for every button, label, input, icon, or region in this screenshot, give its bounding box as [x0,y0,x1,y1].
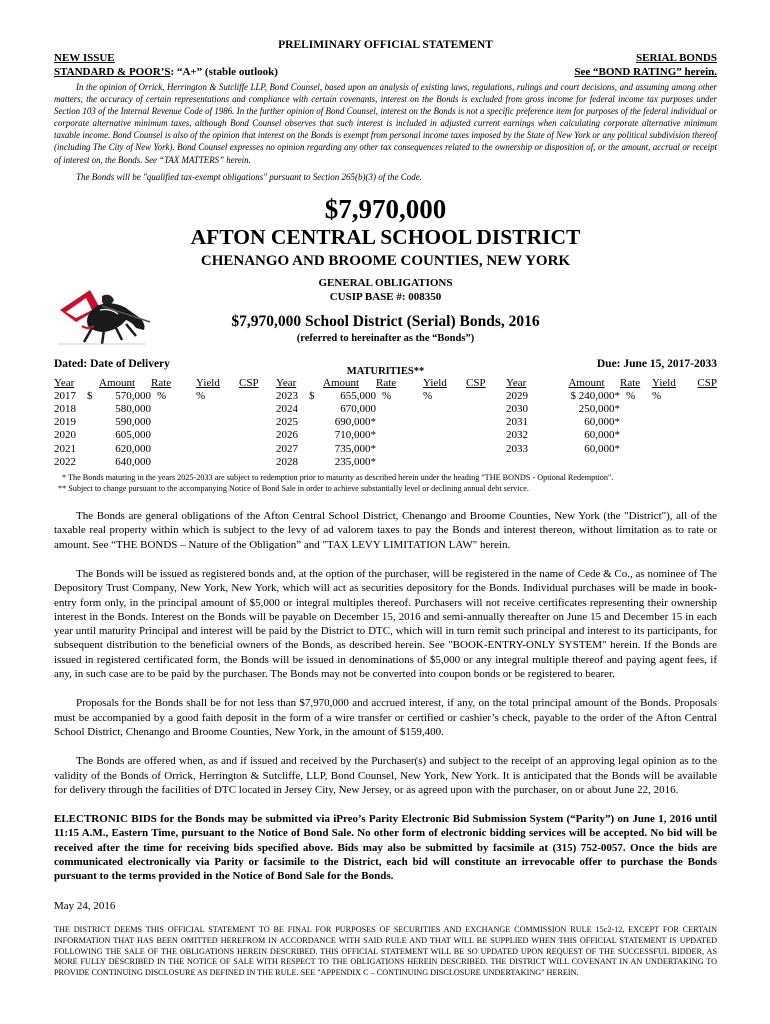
maturity-rate [151,456,196,469]
maturity-dollar [309,456,323,469]
maturity-amount: 735,000* [334,442,376,455]
col-header-rate: Rate [376,376,397,389]
body-text [54,509,717,913]
maturity-year: 2030 [506,403,528,416]
maturity-year: 2017 [54,389,76,402]
maturity-rate [376,416,423,429]
maturity-dollar [87,456,99,469]
maturities-footnote-2: ** Subject to change pursuant to the accompanying Notice of Bond Sale in order to achieve substantially level or declining annual debt service. [58,484,529,494]
maturity-rate [620,416,652,429]
maturity-amount: 670,000 [340,403,376,416]
maturity-yield: % [196,389,206,402]
maturity-rate [151,443,196,456]
col-header-year: Year [54,376,75,389]
maturity-amount: 605,000 [115,429,151,442]
maturity-yield [196,456,239,469]
maturity-dollar [87,429,99,442]
maturity-year: 2031 [506,416,528,429]
maturity-amount: 250,000* [578,403,620,416]
maturity-yield [652,403,696,416]
header-row-1 [54,52,717,65]
maturities-footnote-1: * The Bonds maturing in the years 2025-2033 are subject to redemption prior to maturity as described herein under the heading "THE BONDS - Optional Redemption". [62,473,614,483]
maturity-rate: % [382,389,392,402]
maturity-year: 2021 [54,442,76,455]
due-label: Due: June 15, 2017-2033 [596,357,717,370]
maturity-row [54,403,717,416]
offering-amount: $7,970,000 [324,193,447,224]
maturity-rate: % [626,389,636,402]
col-header-csp: CSP [466,376,486,389]
maturity-rate: % [157,389,167,402]
serial-bonds-label: SERIAL BONDS [635,52,717,64]
paragraph-obligation: The Bonds are general obligations of the Afton Central School District, Chenango and Broome Counties, New York (the "District"), all of the taxable real property within which is subject to the levy of ad valorem taxes to pay the Bonds and interest thereon, without limitation as to rate or amount. See “THE BONDS – Nature of the Obligation” and "TAX LEVY LIMITATION LAW" herein. [54,510,717,551]
col-header-rate: Rate [620,376,641,389]
col-header-rate: Rate [151,376,172,389]
col-header-amount: Amount [568,376,605,389]
maturity-yield [423,416,466,429]
maturity-amount: 690,000* [334,416,376,429]
maturity-row [54,429,717,442]
maturity-dollar [87,443,99,456]
maturities-title: MATURITIES** [346,365,425,377]
maturity-year: 2029 [506,389,528,402]
maturity-amount: 655,000 [340,389,376,402]
col-header-csp: CSP [697,376,717,389]
maturity-dollar: $ [87,389,93,402]
col-header-csp: CSP [239,376,259,389]
referred-note: (referred to hereinafter as the “Bonds”) [296,332,475,344]
maturity-rate [151,416,196,429]
maturity-yield: % [652,389,662,402]
maturity-amount: 570,000 [115,389,151,402]
maturity-yield [652,416,696,429]
maturity-yield [423,429,466,442]
document-title: PRELIMINARY OFFICIAL STATEMENT [278,39,493,51]
maturity-yield [196,429,239,442]
maturity-amount: 590,000 [115,416,151,429]
maturity-dollar [309,416,323,429]
rating-line [54,65,278,79]
maturity-rate [376,429,423,442]
issuer-name: AFTON CENTRAL SCHOOL DISTRICT [190,224,581,249]
series-block [54,272,717,356]
maturity-amount: 235,000* [334,455,376,468]
knight-horse-logo-icon [56,288,152,350]
maturity-year: 2020 [54,429,76,442]
maturity-year: 2024 [276,403,298,416]
maturities-table [54,377,717,469]
col-header-yield: Yield [196,376,220,389]
maturity-rate [376,443,423,456]
maturity-row [54,456,717,469]
maturity-year: 2022 [54,455,76,468]
tax-opinion: In the opinion of Orrick, Herrington & Sutcliffe LLP, Bond Counsel, based upon an analysis of existing laws, regulations, rulings and court decisions, and assuming among other matters, the accuracy of certain representations and compliance with certain covenants, interest on the Bonds is excluded from gross income for federal income tax purposes under Section 103 of the Internal Revenue Code of 1986. In the further opinion of Bond Counsel, interest on the Bonds is not a specific preference item for purposes of the federal individual or corporate alternative minimum taxes, although Bond Counsel observes that such interest is included in adjusted current earnings when calculating corporate alternative minimum taxable income. Bond Counsel is also of the opinion that interest on the Bonds is exempt from personal income taxes imposed by the State of New York or any political subdivision thereof (including The City of New York). Bond Counsel expresses no opinion regarding any other tax consequences related to the ownership or disposition of, or the amount, accrual or receipt of interest on, the Bonds. See “TAX MATTERS” herein. [54,82,717,165]
maturity-dollar: $ [309,389,315,402]
col-header-year: Year [506,376,527,389]
rating-agency: STANDARD & POOR’S [54,66,171,78]
maturity-yield [652,443,696,456]
rating-value: : “A+” (stable outlook) [170,66,278,78]
general-obligations: GENERAL OBLIGATIONS [318,276,453,289]
maturity-yield [196,443,239,456]
bond-series-title: $7,970,000 School District (Serial) Bonds, 2016 [231,312,540,330]
maturities-body [54,390,717,469]
sec-disclaimer: THE DISTRICT DEEMS THIS OFFICIAL STATEMENT TO BE FINAL FOR PURPOSES OF SECURITIES AND EXCHANGE COMMISSION RULE 15c2-12, EXCEPT FOR CERTAIN INFORMATION THAT HAS BEEN OMITTED HEREFROM IN ACCORDANCE WITH SAID RULE AND THAT WILL BE SUPPLIED WHEN THIS OFFICIAL STATEMENT IS UPDATED FOLLOWING THE SALE OF THE OBLIGATIONS HEREIN DESCRIBED. THIS OFFICIAL STATEMENT WILL BE SO UPDATED UPON REQUEST OF THE SUCCESSFUL BIDDER, AS MORE FULLY DESCRIBED IN THE NOTICE OF SALE WITH RESPECT TO THE OBLIGATIONS HEREIN DESCRIBED. THE DISTRICT WILL COVENANT IN AN UNDERTAKING TO PROVIDE CONTINUING DISCLOSURE AS DEFINED IN THE RULE. SEE "APPENDIX C – CONTINUING DISCLOSURE UNDERTAKING" HEREIN. [54,924,717,978]
maturity-yield [196,416,239,429]
col-header-yield: Yield [652,376,676,389]
paragraph-delivery: The Bonds are offered when, as and if issued and received by the Purchaser(s) and subject to the receipt of an approving legal opinion as to the validity of the Bonds of Orrick, Herrington & Sutcliffe, LLP, Bond Counsel, New York, New York. It is anticipated that the Bonds will be available for delivery through the facilities of DTC located in Jersey City, New Jersey, or as agreed upon with the purchaser, on or about June 22, 2016. [54,755,717,796]
maturity-year: 2026 [276,429,298,442]
maturity-rate [376,456,423,469]
maturity-amount: 60,000* [584,429,620,442]
maturity-year: 2028 [276,455,298,468]
official-statement-page [54,38,717,979]
col-header-yield: Yield [423,376,447,389]
maturity-yield [652,429,696,442]
maturity-rate [620,403,652,416]
paragraph-proposals: Proposals for the Bonds shall be for not less than $7,970,000 and accrued interest, if any, on the total principal amount of the Bonds. Proposals must be accompanied by a good faith deposit in the form of a wire transfer or certified or cashier’s check, payable to the order of the Afton Central School District, Chenango and Broome Counties, New York, in the amount of $159,400. [54,697,717,738]
maturity-amount: 580,000 [115,403,151,416]
cusip-base: CUSIP BASE #: 008350 [329,290,442,303]
maturity-year: 2027 [276,442,298,455]
maturity-yield [196,403,239,416]
maturity-yield [423,456,466,469]
maturity-yield: % [423,389,433,402]
qualified-note: The Bonds will be "qualified tax-exempt obligations" pursuant to Section 265(b)(3) of the Code. [76,171,423,182]
electronic-bids-notice: ELECTRONIC BIDS for the Bonds may be submitted via iPreo’s Parity Electronic Bid Submission System (“Parity”) on June 1, 2016 until 11:15 A.M., Eastern Time, pursuant to the Notice of Bond Sale. No other form of electronic bidding services will be accepted. No bid will be received after the time for receiving bids specified above. Bids may also be submitted by facsimile at (315) 752-0057. Once the bids are communicated electronically via Parity or facsimile to the District, each bid will constitute an irrevocable offer to purchase the Bonds pursuant to the terms provided in the Notice of Bond Sale for the Bonds. [54,813,717,883]
maturity-amount: 710,000* [334,429,376,442]
dated-label: Dated: Date of Delivery [54,357,170,370]
maturity-row [54,443,717,456]
issuer-counties: CHENANGO AND BROOME COUNTIES, NEW YORK [200,252,571,269]
col-header-amount: Amount [99,376,136,389]
maturities-header-row [54,377,717,390]
maturity-dollar [309,403,323,416]
maturity-year: 2023 [276,389,298,402]
maturity-rate [620,429,652,442]
maturity-rate [151,403,196,416]
maturity-year: 2032 [506,429,528,442]
maturity-amount: $ 240,000* [570,389,620,402]
maturity-amount: 60,000* [584,442,620,455]
maturity-amount: 60,000* [584,416,620,429]
maturity-dollar [309,429,323,442]
maturity-dollar [87,416,99,429]
maturity-amount: 620,000 [115,442,151,455]
col-header-year: Year [276,376,297,389]
maturity-dollar [87,403,99,416]
maturity-year: 2018 [54,403,76,416]
maturity-year: 2033 [506,442,528,455]
maturity-amount: 640,000 [115,455,151,468]
col-header-amount: Amount [323,376,360,389]
maturity-rate [376,403,423,416]
new-issue-label: NEW ISSUE [54,52,115,64]
maturity-row [54,390,717,403]
statement-date: May 24, 2016 [54,899,116,912]
maturity-yield [423,403,466,416]
maturity-dollar [309,443,323,456]
maturity-yield [423,443,466,456]
paragraph-registration: The Bonds will be issued as registered bonds and, at the option of the purchaser, will be registered in the name of Cede & Co., as nominee of The Depository Trust Company, New York, New York, which will act as securities depository for the Bonds. Individual purchases will be made in book-entry form only, in the principal amount of $5,000 or integral multiples thereof. Purchasers will not receive certificates representing their ownership interest in the Bonds. Interest on the Bonds will be payable on December 15, 2016 and semi-annually thereafter on June 15 and December 15 in each year until maturity Principal and interest will be paid by the District to DTC, which will in turn remit such principal and interest to its participants, for subsequent distribution to the beneficial owners of the Bonds, as described herein. See "BOOK-ENTRY-ONLY SYSTEM" herein. If the Bonds are issued in registered certificated form, the Bonds will be issued in denominations of $5,000 or any integral multiple thereof and paying agent fees, if any, in such case are to be paid by the purchaser. The Bonds may not be converted into coupon bonds or be registered to bearer. [54,567,717,681]
maturity-row [54,416,717,429]
maturity-rate [151,429,196,442]
maturity-year: 2025 [276,416,298,429]
rating-reference: See “BOND RATING” herein. [574,66,717,78]
header-row-2 [54,65,717,79]
maturity-rate [620,443,652,456]
maturity-year: 2019 [54,416,76,429]
